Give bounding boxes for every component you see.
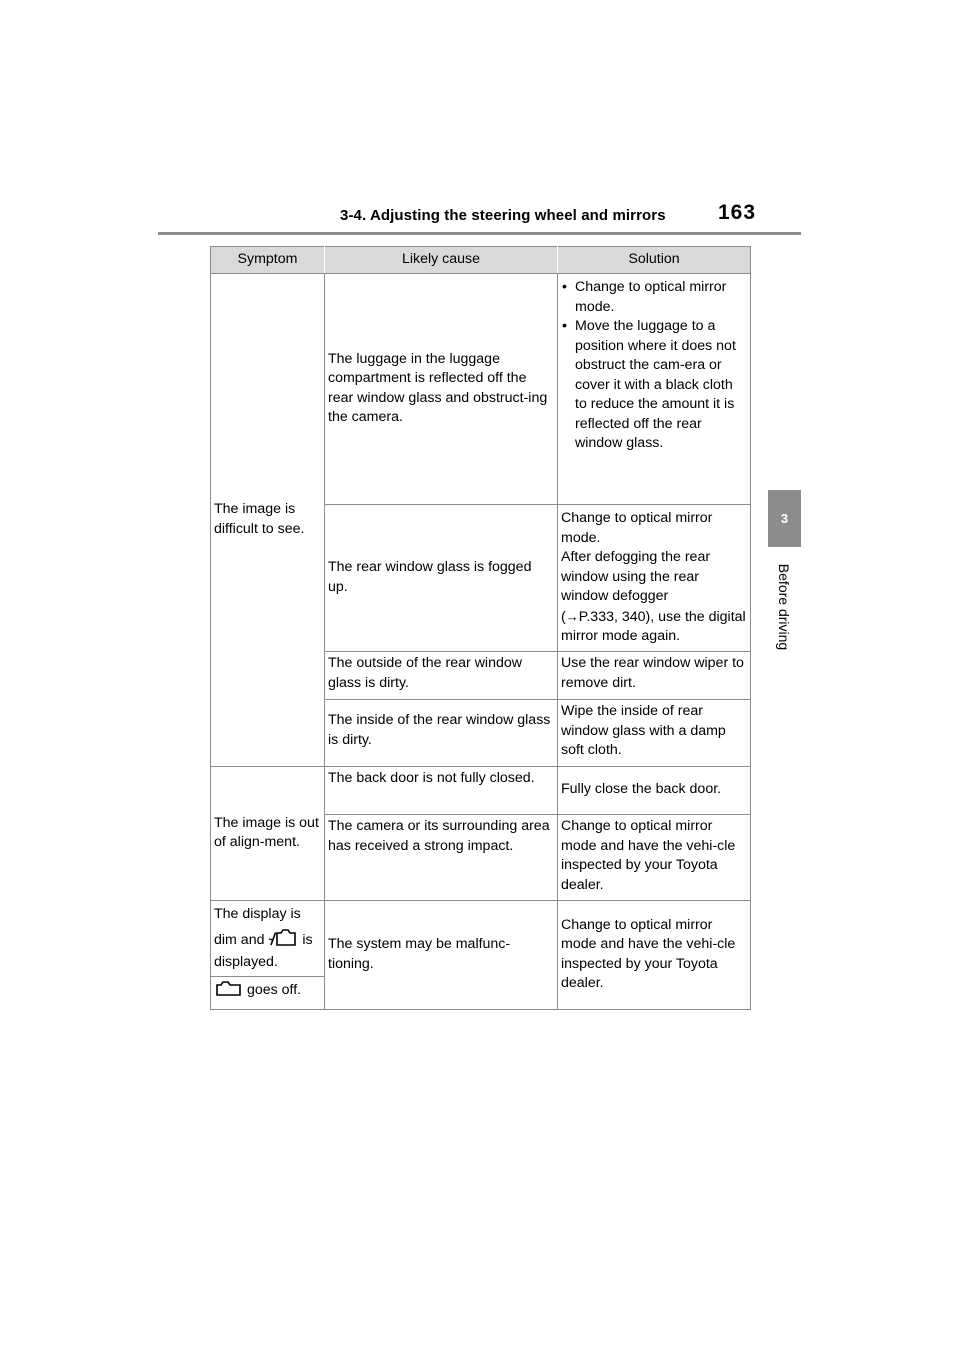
page-reference-text: P.333, 340), use the digital mirror mode again. <box>561 608 746 644</box>
column-header-solution: Solution <box>558 247 751 274</box>
solution-bullet-list <box>561 278 748 454</box>
reference-arrow-icon: → <box>565 608 579 624</box>
cause-cell: The inside of the rear window glass is dirty. <box>325 700 558 767</box>
camera-warning-icon <box>268 929 298 954</box>
table-row <box>211 901 751 977</box>
symptom-text: is <box>302 931 313 948</box>
cause-cell: The luggage in the luggage compartment is reflected off the rear window glass and obstruct-ing the camera. <box>325 274 558 505</box>
symptom-line: displayed. <box>214 954 278 970</box>
cause-cell: The camera or its surrounding area has received a strong impact. <box>325 815 558 901</box>
cause-cell: The back door is not fully closed. <box>325 767 558 815</box>
symptom-text: dim and <box>214 931 265 948</box>
section-title: 3-4. Adjusting the steering wheel and mirrors <box>340 207 666 224</box>
symptom-cell <box>211 977 325 1010</box>
column-header-symptom: Symptom <box>211 247 325 274</box>
column-header-likely-cause: Likely cause <box>325 247 558 274</box>
chapter-number: 3 <box>780 511 789 526</box>
header-rule <box>158 232 801 235</box>
solution-cell: Use the rear window wiper to remove dirt. <box>558 652 751 700</box>
solution-cell: Wipe the inside of rear window glass with a damp soft cloth. <box>558 700 751 767</box>
symptom-cell: The image is difficult to see. <box>211 274 325 767</box>
solution-cell <box>558 505 751 652</box>
troubleshooting-table <box>210 246 751 1010</box>
solution-line: After defogging the rear window using the rear window defogger <box>561 549 711 604</box>
solution-line: Change to optical mirror mode. <box>561 510 713 546</box>
symptom-line: The display is <box>214 906 301 922</box>
solution-cell: Fully close the back door. <box>558 767 751 815</box>
table-row <box>211 274 751 505</box>
reference-open-paren: ( <box>561 608 566 625</box>
symptom-cell <box>211 901 325 977</box>
table-row <box>211 767 751 815</box>
chapter-tab <box>768 490 801 547</box>
list-item: • Move the luggage to a position where it does not obstruct the cam-era or cover it with a black cloth to reduce the amount it is reflected off the rear window glass. <box>561 317 748 454</box>
solution-cell: Change to optical mirror mode and have the vehi-cle inspected by your Toyota dealer. <box>558 901 751 1010</box>
solution-cell <box>558 274 751 505</box>
camera-icon <box>215 981 243 1004</box>
chapter-title: Before driving <box>776 563 792 651</box>
page-reference <box>561 607 748 647</box>
table-header-row <box>211 247 751 274</box>
symptom-line <box>214 929 322 954</box>
symptom-cell: The image is out of align-ment. <box>211 767 325 901</box>
cause-cell: The outside of the rear window glass is dirty. <box>325 652 558 700</box>
cause-cell: The system may be malfunc-tioning. <box>325 901 558 1010</box>
list-item: • Change to optical mirror mode. <box>561 278 748 317</box>
solution-cell: Change to optical mirror mode and have the vehi-cle inspected by your Toyota dealer. <box>558 815 751 901</box>
symptom-text: goes off. <box>246 982 302 999</box>
page-number: 163 <box>718 201 757 224</box>
cause-cell: The rear window glass is fogged up. <box>325 505 558 652</box>
